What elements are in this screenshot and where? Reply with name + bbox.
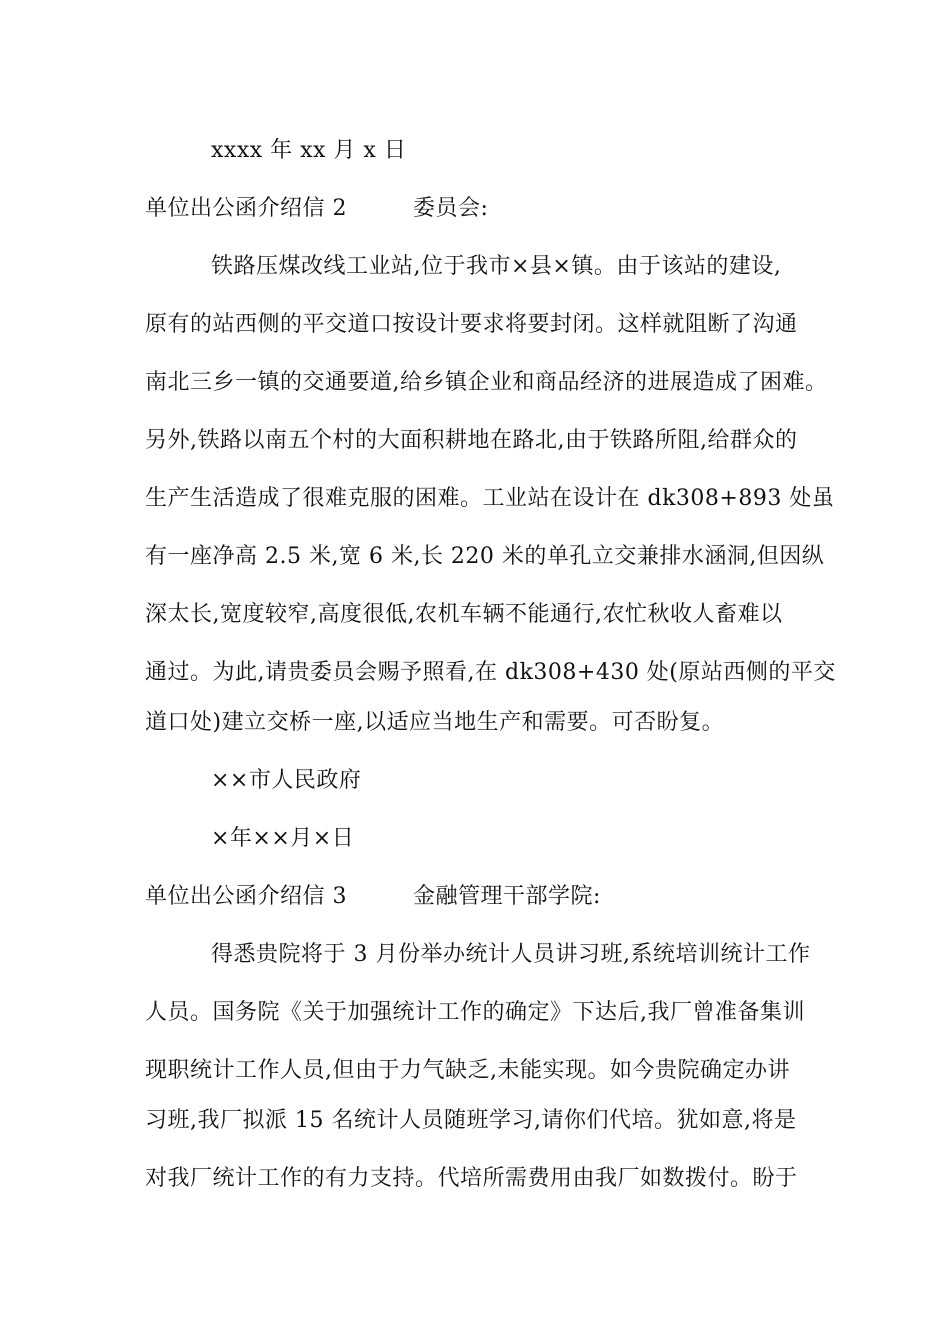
letter-2-body-line: 深太长,宽度较窄,高度很低,农机车辆不能通行,农忙秋收人畜难以: [145, 602, 783, 627]
letter-2-body-line: 南北三乡一镇的交通要道,给乡镇企业和商品经济的进展造成了困难。: [145, 370, 828, 395]
date-line: xxxx 年 xx 月 x 日: [211, 138, 407, 163]
letter-2-body-line: 道口处)建立交桥一座,以适应当地生产和需要。可否盼复。: [145, 710, 725, 735]
letter-3-body-line: 对我厂统计工作的有力支持。代培所需费用由我厂如数拨付。盼于: [145, 1166, 798, 1191]
letter-2-date: ×年××月×日: [211, 826, 355, 851]
letter-2-signature: ××市人民政府: [211, 768, 362, 793]
letter-2-body-line: 另外,铁路以南五个村的大面积耕地在路北,由于铁路所阻,给群众的: [145, 428, 798, 453]
letter-2-heading: 单位出公函介绍信 2: [145, 196, 347, 221]
letter-2-body-line: 通过。为此,请贵委员会赐予照看,在 dk308+430 处(原站西侧的平交: [145, 660, 836, 685]
letter-2-body-line: 铁路压煤改线工业站,位于我市×县×镇。由于该站的建设,: [211, 254, 782, 279]
letter-2-recipient: 委员会:: [413, 196, 489, 221]
letter-3-body-line: 现职统计工作人员,但由于力气缺乏,未能实现。如今贵院确定办讲: [145, 1058, 790, 1083]
letter-3-heading-row: [145, 882, 601, 912]
letter-2-heading-row: [145, 194, 488, 224]
letter-2-body-line: 原有的站西侧的平交道口按设计要求将要封闭。这样就阻断了沟通: [145, 312, 798, 337]
letter-2-body-line: 生产生活造成了很难克服的困难。工业站在设计在 dk308+893 处虽: [145, 486, 835, 511]
letter-3-recipient: 金融管理干部学院:: [413, 884, 601, 909]
letter-3-heading: 单位出公函介绍信 3: [145, 884, 347, 909]
letter-3-body-line: 习班,我厂拟派 15 名统计人员随班学习,请你们代培。犹如意,将是: [145, 1108, 797, 1133]
letter-3-body-line: 得悉贵院将于 3 月份举办统计人员讲习班,系统培训统计工作: [211, 942, 811, 967]
letter-3-body-line: 人员。国务院《关于加强统计工作的确定》下达后,我厂曾准备集训: [145, 1000, 805, 1025]
letter-2-body-line: 有一座净高 2.5 米,宽 6 米,长 220 米的单孔立交兼排水涵洞,但因纵: [145, 544, 825, 569]
